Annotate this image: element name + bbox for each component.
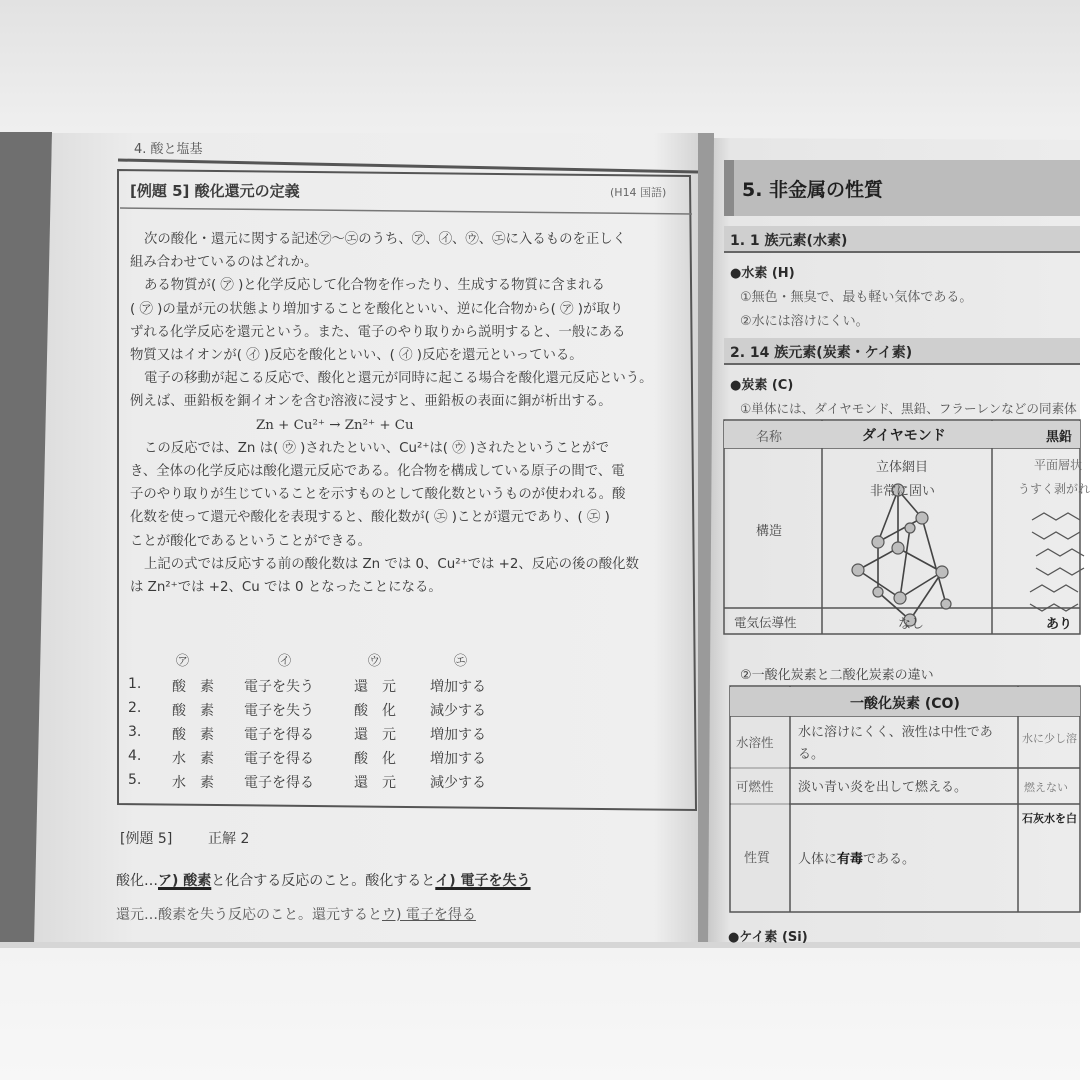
co-properties	[798, 848, 915, 867]
answer-line-2	[116, 904, 476, 924]
choice-a: 水 素	[172, 775, 214, 791]
choice-c: 酸 化	[354, 751, 396, 767]
choice-header-a: ㋐	[176, 654, 190, 669]
answer-reduction-prefix: 還元…酸素を失う反応のこと。還元すると	[116, 907, 382, 923]
co-properties-toxic: 有毒	[837, 852, 864, 867]
graphite-conductivity: あり	[1046, 617, 1073, 632]
choice-number: 5.	[128, 772, 142, 788]
diamond-conductivity: なし	[898, 617, 925, 632]
hydrogen-item-2: ②水には溶けにくい。	[740, 314, 869, 329]
hydrogen-heading: ●水素 (H)	[730, 266, 795, 281]
choice-a: 酸 素	[172, 727, 214, 743]
answer-oxidation-prefix: 酸化…	[116, 873, 158, 889]
body-line: は Zn²⁺では +2、Cu では 0 となったことになる。	[130, 580, 442, 596]
answer-oxidation-mid: と化合する反応のこと。酸化すると	[211, 873, 436, 889]
body-line: き、全体の化学反応は酸化還元反応である。化合物を構成している原子の間で、電	[130, 464, 625, 480]
choice-d: 増加する	[430, 679, 486, 695]
choice-a: 酸 素	[172, 703, 214, 719]
co2-properties: 石灰水を白	[1022, 812, 1077, 825]
answer-label: [例題 5]	[120, 831, 173, 847]
silicon-heading: ●ケイ素 (Si)	[728, 930, 808, 945]
answer-value: 正解 2	[208, 831, 250, 847]
answer-line-1	[116, 870, 531, 890]
structure-label: 構造	[756, 524, 783, 539]
table-header-graphite: 黒鉛	[1046, 430, 1073, 445]
row-label-flammability: 可燃性	[736, 779, 774, 794]
co-properties-post: である。	[863, 852, 916, 867]
choice-c: 還 元	[354, 727, 396, 743]
row-label-properties: 性質	[744, 851, 771, 866]
choice-header-c: ㋒	[368, 654, 382, 669]
graphite-desc-2: うすく剥がれ	[1018, 482, 1090, 496]
choice-c: 酸 化	[354, 703, 396, 719]
answer-c: ウ) 電子を得る	[382, 907, 476, 923]
body-line: 電子の移動が起こる反応で、酸化と還元が同時に起こる場合を酸化還元反応という。	[144, 371, 653, 387]
choice-number: 3.	[128, 724, 142, 740]
diamond-desc-2: 非常に固い	[870, 484, 936, 499]
conductivity-label: 電気伝導性	[734, 615, 797, 630]
co2-solubility: 水に少し溶	[1022, 732, 1077, 745]
hydrogen-item-1: ①無色・無臭で、最も軽い気体である。	[740, 290, 973, 305]
choice-d: 減少する	[430, 775, 486, 791]
choice-number: 2.	[128, 700, 142, 716]
answer-b: イ) 電子を失う	[435, 873, 531, 889]
choice-b: 電子を失う	[244, 703, 314, 719]
choice-number: 4.	[128, 748, 142, 764]
choice-c: 還 元	[354, 679, 396, 695]
table-header-diamond: ダイヤモンド	[862, 428, 946, 444]
co-flammability: 淡い青い炎を出して燃える。	[798, 780, 968, 795]
body-line: 次の酸化・還元に関する記述㋐～㋓のうち、㋐、㋑、㋒、㋓に入るものを正しく	[144, 232, 627, 247]
body-line: 組み合わせているのはどれか。	[130, 255, 318, 271]
choice-b: 電子を得る	[244, 727, 314, 743]
running-head: 4. 酸と塩基	[134, 142, 203, 157]
example-title: [例題 5] 酸化還元の定義	[130, 182, 300, 200]
co-properties-pre: 人体に	[798, 852, 838, 867]
section-hydrogen: 1. 1 族元素(水素)	[730, 233, 848, 249]
co-solubility: 水に溶けにくく、液性は中性である。	[798, 725, 993, 762]
co-compare-title: ②一酸化炭素と二酸化炭素の違い	[740, 668, 934, 683]
table-header-name: 名称	[756, 430, 783, 445]
body-line: 子のやり取りが生じていることを示すものとして酸化数というものが使われる。酸	[130, 487, 626, 503]
carbon-heading: ●炭素 (C)	[730, 378, 794, 393]
choice-a: 酸 素	[172, 679, 214, 695]
answer-a: ア) 酸素	[158, 873, 212, 889]
choice-d: 増加する	[430, 751, 486, 767]
choice-header-b: ㋑	[278, 654, 292, 669]
row-label-solubility: 水溶性	[736, 735, 774, 750]
section-carbon-silicon: 2. 14 族元素(炭素・ケイ素)	[730, 345, 913, 361]
co2-flammability: 燃えない	[1024, 781, 1068, 794]
example-source: (H14 国語)	[610, 186, 667, 199]
body-line: ( ㋐ )の量が元の状態より増加することを酸化といい、逆に化合物から( ㋐ )が取り	[130, 301, 624, 317]
body-line: ことが酸化であるということができる。	[130, 533, 372, 549]
co-header: 一酸化炭素 (CO)	[850, 696, 960, 712]
choice-b: 電子を得る	[244, 775, 314, 791]
choice-d: 増加する	[430, 727, 486, 743]
body-line: 例えば、亜鉛板を銅イオンを含む溶液に浸すと、亜鉛板の表面に銅が析出する。	[130, 394, 612, 410]
body-line: ずれる化学反応を還元という。また、電子のやり取りから説明すると、一般にある	[130, 324, 626, 340]
choice-d: 減少する	[430, 703, 486, 719]
choice-a: 水 素	[172, 751, 214, 767]
choice-c: 還 元	[354, 775, 396, 791]
choice-header-d: ㋓	[454, 654, 468, 669]
choice-b: 電子を得る	[244, 751, 314, 767]
graphite-desc-1: 平面層状	[1034, 458, 1083, 472]
example-body	[130, 228, 690, 599]
diamond-desc-1: 立体網目	[876, 460, 929, 475]
choice-number: 1.	[128, 676, 142, 692]
body-line: この反応では、Zn は( ㋒ )されたといい、Cu²⁺は( ㋒ )されたということがで	[144, 440, 610, 456]
chapter-title: 5. 非金属の性質	[742, 179, 884, 201]
carbon-intro: ①単体には、ダイヤモンド、黒鉛、フラーレンなどの同素体	[740, 401, 1077, 416]
equation: Zn + Cu²⁺ → Zn²⁺ + Cu	[256, 417, 414, 433]
body-line: 上記の式では反応する前の酸化数は Zn では 0、Cu²⁺では +2、反応の後の酸化数	[144, 556, 639, 572]
body-line: 物質又はイオンが( ㋑ )反応を酸化といい、( ㋑ )反応を還元といっている。	[130, 348, 583, 364]
choice-b: 電子を失う	[244, 679, 314, 695]
body-line: ある物質が( ㋐ )と化学反応して化合物を作ったり、生成する物質に含まれる	[144, 278, 605, 294]
body-line: 化数を使って還元や酸化を表現すると、酸化数が( ㋓ )ことが還元であり、( ㋓ )	[130, 510, 610, 526]
